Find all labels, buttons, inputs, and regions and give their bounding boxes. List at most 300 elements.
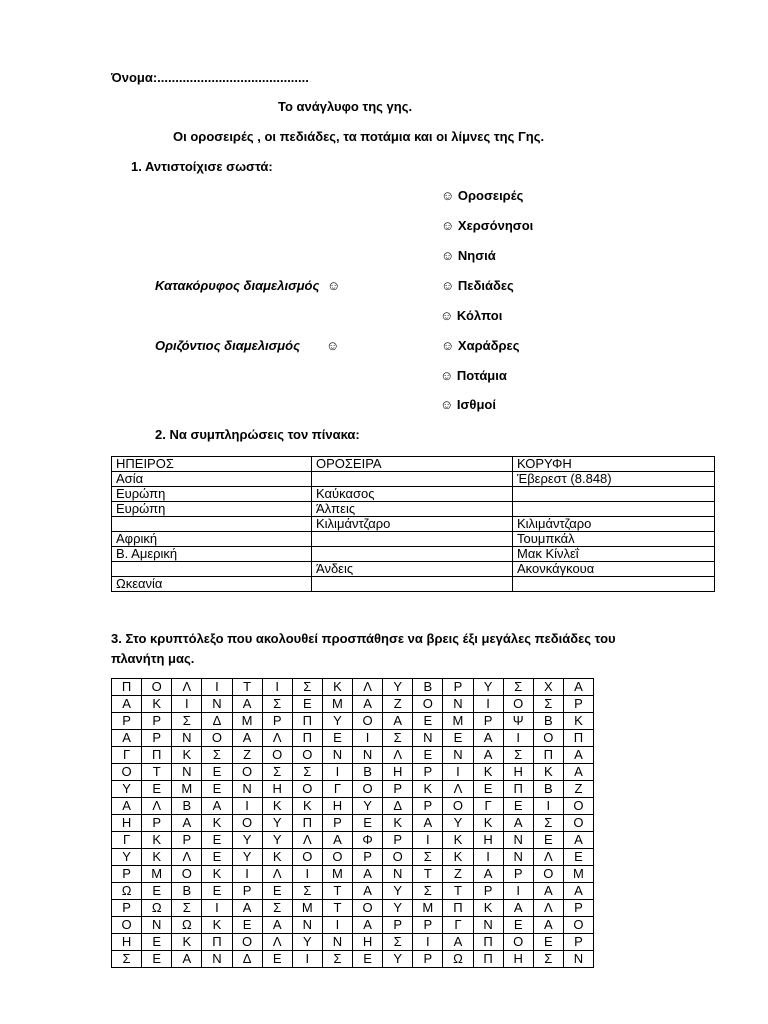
grid-cell[interactable]: Τ (232, 679, 262, 696)
grid-cell[interactable]: Ν (232, 781, 262, 798)
grid-cell[interactable]: Ο (292, 747, 322, 764)
grid-cell[interactable]: Ο (112, 764, 142, 781)
grid-cell[interactable]: Α (563, 883, 593, 900)
grid-cell[interactable]: Κ (142, 696, 172, 713)
grid-cell[interactable]: Ρ (473, 883, 503, 900)
table-cell (112, 517, 312, 532)
grid-cell[interactable]: Π (292, 730, 322, 747)
table-cell: Ευρώπη (112, 487, 312, 502)
grid-cell[interactable]: Μ (232, 713, 262, 730)
match-left-item (155, 278, 340, 293)
grid-row (112, 849, 594, 866)
grid-cell[interactable]: Δ (202, 713, 232, 730)
grid-cell[interactable]: Λ (353, 679, 383, 696)
grid-cell[interactable]: Ρ (142, 730, 172, 747)
grid-cell[interactable]: Π (292, 815, 322, 832)
grid-cell[interactable]: Ο (563, 798, 593, 815)
grid-cell[interactable]: Ι (322, 917, 352, 934)
grid-cell[interactable]: Α (112, 696, 142, 713)
grid-cell[interactable]: Τ (142, 764, 172, 781)
table-header-cell: ΗΠΕΙΡΟΣ (112, 457, 312, 472)
grid-cell[interactable]: Ο (353, 900, 383, 917)
grid-cell[interactable]: Μ (142, 866, 172, 883)
grid-cell[interactable]: Α (563, 679, 593, 696)
grid-cell[interactable]: Σ (503, 747, 533, 764)
grid-cell[interactable]: Χ (533, 679, 563, 696)
grid-cell[interactable]: Ο (232, 815, 262, 832)
grid-cell[interactable]: Γ (443, 917, 473, 934)
grid-cell[interactable]: Σ (413, 883, 443, 900)
grid-cell[interactable]: Β (413, 679, 443, 696)
grid-cell[interactable]: Υ (383, 883, 413, 900)
grid-cell[interactable]: Η (353, 934, 383, 951)
grid-cell[interactable]: Α (473, 866, 503, 883)
grid-cell[interactable]: Ν (202, 951, 232, 968)
grid-cell[interactable]: Ε (202, 832, 232, 849)
grid-cell[interactable]: Α (533, 917, 563, 934)
grid-cell[interactable]: Ε (353, 815, 383, 832)
grid-cell[interactable]: Υ (292, 934, 322, 951)
grid-cell[interactable]: Κ (473, 900, 503, 917)
grid-cell[interactable]: Ε (202, 781, 232, 798)
exercise3-heading-line2: πλανήτη μας. (111, 651, 195, 666)
grid-cell[interactable]: Ν (292, 917, 322, 934)
grid-cell[interactable]: Ο (202, 730, 232, 747)
grid-cell[interactable]: Η (322, 798, 352, 815)
grid-cell[interactable]: Ο (533, 730, 563, 747)
grid-cell[interactable]: Α (232, 696, 262, 713)
grid-cell[interactable]: Σ (322, 951, 352, 968)
grid-cell[interactable]: Ρ (383, 781, 413, 798)
grid-cell[interactable]: Β (533, 713, 563, 730)
grid-cell[interactable]: Ι (262, 679, 292, 696)
grid-cell[interactable]: Ρ (503, 866, 533, 883)
grid-cell[interactable]: Σ (383, 934, 413, 951)
grid-cell[interactable]: Σ (533, 951, 563, 968)
grid-cell[interactable]: Ρ (142, 713, 172, 730)
grid-cell[interactable]: Κ (383, 815, 413, 832)
grid-cell[interactable]: Κ (443, 849, 473, 866)
grid-cell[interactable]: Σ (383, 730, 413, 747)
grid-cell[interactable]: Π (112, 679, 142, 696)
grid-cell[interactable]: Σ (292, 883, 322, 900)
grid-cell[interactable]: Ε (473, 781, 503, 798)
grid-cell[interactable]: Ο (112, 917, 142, 934)
grid-cell[interactable]: Ν (563, 951, 593, 968)
grid-cell[interactable]: Β (353, 764, 383, 781)
grid-cell[interactable]: Υ (322, 713, 352, 730)
grid-cell[interactable]: Ο (353, 713, 383, 730)
grid-cell[interactable]: Ρ (413, 917, 443, 934)
grid-cell[interactable]: Σ (112, 951, 142, 968)
grid-cell[interactable]: Ο (503, 934, 533, 951)
grid-cell[interactable]: Α (232, 730, 262, 747)
grid-cell[interactable]: Μ (322, 866, 352, 883)
grid-cell[interactable]: Κ (413, 781, 443, 798)
grid-cell[interactable]: Υ (473, 679, 503, 696)
grid-cell[interactable]: Ο (563, 917, 593, 934)
grid-cell[interactable]: Ο (232, 764, 262, 781)
grid-cell[interactable]: Π (533, 747, 563, 764)
grid-row (112, 866, 594, 883)
grid-cell[interactable]: Ε (232, 917, 262, 934)
grid-cell[interactable]: Σ (533, 815, 563, 832)
grid-cell[interactable]: Α (563, 747, 593, 764)
name-line: Όνομα:.......................................... (111, 70, 309, 85)
grid-cell[interactable]: Ζ (383, 696, 413, 713)
grid-cell[interactable]: Π (503, 781, 533, 798)
grid-cell[interactable]: Ν (503, 832, 533, 849)
grid-cell[interactable]: Β (533, 781, 563, 798)
grid-cell[interactable]: Α (563, 832, 593, 849)
grid-cell[interactable]: Μ (443, 713, 473, 730)
table-cell (312, 472, 513, 487)
grid-cell[interactable]: Π (142, 747, 172, 764)
grid-cell[interactable]: Ρ (563, 696, 593, 713)
grid-row (112, 934, 594, 951)
grid-cell[interactable]: Σ (292, 679, 322, 696)
grid-cell[interactable]: Α (353, 917, 383, 934)
grid-cell[interactable]: Ι (353, 730, 383, 747)
grid-cell[interactable]: Η (383, 764, 413, 781)
grid-cell[interactable]: Ζ (563, 781, 593, 798)
grid-cell[interactable]: Ο (353, 781, 383, 798)
grid-cell[interactable]: Ι (413, 832, 443, 849)
grid-cell[interactable]: Α (473, 747, 503, 764)
grid-cell[interactable]: Ο (383, 849, 413, 866)
grid-cell[interactable]: Κ (202, 866, 232, 883)
grid-cell[interactable]: Υ (353, 798, 383, 815)
grid-cell[interactable]: Κ (563, 713, 593, 730)
grid-cell[interactable]: Π (292, 713, 322, 730)
grid-cell[interactable]: Τ (443, 883, 473, 900)
grid-cell[interactable]: Π (473, 934, 503, 951)
grid-cell[interactable]: Ρ (383, 832, 413, 849)
grid-row (112, 798, 594, 815)
grid-cell[interactable]: Κ (322, 679, 352, 696)
grid-cell[interactable]: Ε (503, 798, 533, 815)
grid-cell[interactable]: Α (202, 798, 232, 815)
grid-cell[interactable]: Α (353, 696, 383, 713)
grid-cell[interactable]: Β (172, 798, 202, 815)
grid-cell[interactable]: Κ (142, 832, 172, 849)
grid-cell[interactable]: Κ (172, 934, 202, 951)
grid-cell[interactable]: Ο (172, 866, 202, 883)
grid-cell[interactable]: Ε (202, 883, 232, 900)
grid-cell[interactable]: Ι (232, 798, 262, 815)
grid-cell[interactable]: Ι (503, 730, 533, 747)
grid-cell[interactable]: Ρ (413, 798, 443, 815)
grid-cell[interactable]: Ρ (473, 713, 503, 730)
grid-cell[interactable]: Ε (563, 849, 593, 866)
grid-cell[interactable]: Ε (443, 730, 473, 747)
grid-cell[interactable]: Ν (322, 934, 352, 951)
table-cell: Ασία (112, 472, 312, 487)
smiley-icon: ☺ (440, 308, 454, 323)
grid-cell[interactable]: Κ (292, 798, 322, 815)
grid-cell[interactable]: Λ (142, 798, 172, 815)
grid-cell[interactable]: Ο (292, 781, 322, 798)
grid-cell[interactable]: Η (112, 934, 142, 951)
grid-cell[interactable]: Ε (262, 883, 292, 900)
grid-row (112, 696, 594, 713)
grid-cell[interactable]: Γ (473, 798, 503, 815)
exercise2-heading: 2. Να συμπληρώσεις τον πίνακα: (155, 427, 360, 442)
table-cell: Κιλιμάντζαρο (513, 517, 715, 532)
grid-cell[interactable]: Ο (413, 696, 443, 713)
grid-cell[interactable]: Κ (172, 747, 202, 764)
grid-cell[interactable]: Ρ (443, 679, 473, 696)
grid-cell[interactable]: Α (443, 934, 473, 951)
grid-cell[interactable]: Ρ (383, 917, 413, 934)
grid-cell[interactable]: Λ (443, 781, 473, 798)
grid-cell[interactable]: Ν (443, 696, 473, 713)
grid-cell[interactable]: Ο (142, 679, 172, 696)
grid-cell[interactable]: Κ (262, 798, 292, 815)
grid-cell[interactable]: Ε (142, 951, 172, 968)
table-row (112, 472, 715, 487)
grid-cell[interactable]: Ρ (322, 815, 352, 832)
grid-cell[interactable]: Α (413, 815, 443, 832)
grid-cell[interactable]: Ζ (232, 747, 262, 764)
grid-cell[interactable]: Υ (443, 815, 473, 832)
grid-cell[interactable]: Ο (322, 849, 352, 866)
grid-cell[interactable]: Ν (383, 866, 413, 883)
grid-cell[interactable]: Γ (112, 832, 142, 849)
grid-cell[interactable]: Ρ (413, 951, 443, 968)
grid-cell[interactable]: Ρ (232, 883, 262, 900)
grid-cell[interactable]: Ρ (563, 934, 593, 951)
grid-cell[interactable]: Α (353, 883, 383, 900)
grid-cell[interactable]: Α (383, 713, 413, 730)
grid-cell[interactable]: Π (443, 900, 473, 917)
grid-cell[interactable]: Σ (413, 849, 443, 866)
grid-cell[interactable]: Ι (232, 866, 262, 883)
grid-cell[interactable]: Ι (172, 696, 202, 713)
table-cell: Ακονκάγκουα (513, 562, 715, 577)
grid-cell[interactable]: Ν (503, 849, 533, 866)
grid-cell[interactable]: Η (503, 764, 533, 781)
match-item (440, 397, 496, 412)
grid-cell[interactable]: Υ (383, 679, 413, 696)
grid-cell[interactable]: Ε (413, 747, 443, 764)
grid-cell[interactable]: Ι (473, 696, 503, 713)
grid-cell[interactable]: Ε (413, 713, 443, 730)
grid-cell[interactable]: Κ (202, 917, 232, 934)
grid-cell[interactable]: Ι (292, 951, 322, 968)
grid-cell[interactable]: Ε (142, 883, 172, 900)
grid-cell[interactable]: Ρ (172, 832, 202, 849)
match-item (441, 188, 523, 203)
grid-cell[interactable]: Η (503, 951, 533, 968)
grid-cell[interactable]: Α (353, 866, 383, 883)
grid-cell[interactable]: Α (172, 951, 202, 968)
grid-cell[interactable]: Μ (172, 781, 202, 798)
grid-cell[interactable]: Η (112, 815, 142, 832)
grid-cell[interactable]: Ι (292, 866, 322, 883)
grid-cell[interactable]: Ε (503, 917, 533, 934)
grid-cell[interactable]: Λ (292, 832, 322, 849)
grid-cell[interactable]: Ρ (563, 900, 593, 917)
grid-cell[interactable]: Ε (142, 781, 172, 798)
grid-cell[interactable]: Ε (202, 849, 232, 866)
grid-cell[interactable]: Κ (262, 849, 292, 866)
grid-cell[interactable]: Γ (322, 781, 352, 798)
match-item-label: Νησιά (457, 248, 496, 263)
grid-cell[interactable]: Π (202, 934, 232, 951)
grid-cell[interactable]: Ρ (112, 713, 142, 730)
grid-cell[interactable]: Ε (142, 934, 172, 951)
grid-cell[interactable]: Ο (443, 798, 473, 815)
grid-cell[interactable]: Ω (443, 951, 473, 968)
grid-cell[interactable]: Π (473, 951, 503, 968)
grid-cell[interactable]: Υ (262, 832, 292, 849)
grid-cell[interactable]: Α (503, 815, 533, 832)
grid-cell[interactable]: Α (322, 832, 352, 849)
grid-cell[interactable]: Ο (503, 696, 533, 713)
grid-cell[interactable]: Κ (533, 764, 563, 781)
grid-cell[interactable]: Δ (383, 798, 413, 815)
grid-cell[interactable]: Ε (533, 832, 563, 849)
grid-row (112, 883, 594, 900)
grid-cell[interactable]: Ε (292, 696, 322, 713)
exercise1-heading: 1. Αντιστοίχισε σωστά: (131, 159, 273, 174)
table-cell: Έβερεστ (8.848) (513, 472, 715, 487)
grid-cell[interactable]: Ν (443, 747, 473, 764)
grid-cell[interactable]: Ι (413, 934, 443, 951)
grid-cell[interactable]: Ρ (262, 713, 292, 730)
grid-cell[interactable]: Σ (172, 713, 202, 730)
grid-cell[interactable]: Ε (353, 951, 383, 968)
grid-cell[interactable]: Ν (172, 764, 202, 781)
grid-cell[interactable]: Α (112, 730, 142, 747)
grid-cell[interactable]: Ο (262, 747, 292, 764)
word-search-grid (111, 678, 594, 968)
grid-cell[interactable]: Α (262, 917, 292, 934)
grid-cell[interactable]: Ν (353, 747, 383, 764)
grid-cell[interactable]: Ι (202, 679, 232, 696)
grid-cell[interactable]: Ν (202, 696, 232, 713)
grid-cell[interactable]: Υ (232, 849, 262, 866)
grid-cell[interactable]: Σ (262, 764, 292, 781)
grid-cell[interactable]: Κ (473, 815, 503, 832)
grid-cell[interactable]: Λ (172, 679, 202, 696)
grid-cell[interactable]: Ν (322, 747, 352, 764)
grid-cell[interactable]: Α (473, 730, 503, 747)
grid-cell[interactable]: Α (503, 900, 533, 917)
grid-cell[interactable]: Ρ (353, 849, 383, 866)
grid-cell[interactable]: Φ (353, 832, 383, 849)
grid-cell[interactable]: Υ (383, 900, 413, 917)
grid-cell[interactable]: Σ (262, 696, 292, 713)
grid-cell[interactable]: Ι (503, 883, 533, 900)
grid-cell[interactable]: Τ (322, 900, 352, 917)
grid-cell[interactable]: Ι (443, 764, 473, 781)
grid-cell[interactable]: Ο (232, 934, 262, 951)
grid-cell[interactable]: Μ (292, 900, 322, 917)
grid-cell[interactable]: Ψ (503, 713, 533, 730)
grid-cell[interactable]: Σ (172, 900, 202, 917)
mountains-table (111, 456, 715, 592)
grid-cell[interactable]: Ο (292, 849, 322, 866)
grid-cell[interactable]: Ι (322, 764, 352, 781)
grid-cell[interactable]: Ω (142, 900, 172, 917)
grid-cell[interactable]: Ε (202, 764, 232, 781)
grid-cell[interactable]: Λ (172, 849, 202, 866)
grid-cell[interactable]: Υ (262, 815, 292, 832)
grid-cell[interactable]: Τ (322, 883, 352, 900)
grid-cell[interactable]: Ε (533, 934, 563, 951)
match-item (441, 278, 514, 293)
grid-cell[interactable]: Ν (172, 730, 202, 747)
grid-cell[interactable]: Β (172, 883, 202, 900)
grid-cell[interactable]: Ε (322, 730, 352, 747)
grid-cell[interactable]: Ι (473, 849, 503, 866)
grid-cell[interactable]: Ρ (142, 815, 172, 832)
grid-cell[interactable]: Σ (292, 764, 322, 781)
grid-cell[interactable]: Ρ (413, 764, 443, 781)
grid-cell[interactable]: Ν (413, 730, 443, 747)
grid-cell[interactable]: Μ (322, 696, 352, 713)
grid-cell[interactable]: Υ (112, 849, 142, 866)
grid-cell[interactable]: Λ (262, 934, 292, 951)
grid-cell[interactable]: Υ (232, 832, 262, 849)
grid-cell[interactable]: Ι (202, 900, 232, 917)
grid-cell[interactable]: Κ (202, 815, 232, 832)
grid-cell[interactable]: Ν (473, 917, 503, 934)
grid-cell[interactable]: Ρ (112, 866, 142, 883)
grid-cell[interactable]: Υ (112, 781, 142, 798)
match-item (441, 248, 496, 263)
grid-cell[interactable]: Π (563, 730, 593, 747)
grid-cell[interactable]: Σ (262, 900, 292, 917)
grid-cell[interactable]: Ν (142, 917, 172, 934)
grid-cell[interactable]: Ι (533, 798, 563, 815)
grid-cell[interactable]: Ο (563, 815, 593, 832)
grid-cell[interactable]: Τ (413, 866, 443, 883)
grid-cell[interactable]: Α (172, 815, 202, 832)
grid-cell[interactable]: Ε (262, 951, 292, 968)
grid-cell[interactable]: Α (112, 798, 142, 815)
grid-cell[interactable]: Κ (473, 764, 503, 781)
grid-cell[interactable]: Α (563, 764, 593, 781)
grid-cell[interactable]: Α (232, 900, 262, 917)
grid-cell[interactable]: Δ (232, 951, 262, 968)
grid-cell[interactable]: Η (473, 832, 503, 849)
grid-cell[interactable]: Ο (533, 866, 563, 883)
grid-cell[interactable]: Λ (533, 849, 563, 866)
grid-cell[interactable]: Υ (383, 951, 413, 968)
grid-cell[interactable]: Κ (443, 832, 473, 849)
grid-cell[interactable]: Γ (112, 747, 142, 764)
grid-cell[interactable]: Λ (262, 730, 292, 747)
grid-cell[interactable]: Ω (172, 917, 202, 934)
grid-cell[interactable]: Κ (142, 849, 172, 866)
grid-cell[interactable]: Ω (112, 883, 142, 900)
grid-cell[interactable]: Η (262, 781, 292, 798)
grid-cell[interactable]: Μ (413, 900, 443, 917)
grid-cell[interactable]: Ζ (443, 866, 473, 883)
grid-cell[interactable]: Α (533, 883, 563, 900)
grid-cell[interactable]: Λ (262, 866, 292, 883)
grid-cell[interactable]: Λ (533, 900, 563, 917)
grid-cell[interactable]: Σ (202, 747, 232, 764)
grid-cell[interactable]: Σ (533, 696, 563, 713)
grid-cell[interactable]: Σ (503, 679, 533, 696)
grid-cell[interactable]: Ρ (112, 900, 142, 917)
grid-cell[interactable]: Λ (383, 747, 413, 764)
grid-cell[interactable]: Μ (563, 866, 593, 883)
